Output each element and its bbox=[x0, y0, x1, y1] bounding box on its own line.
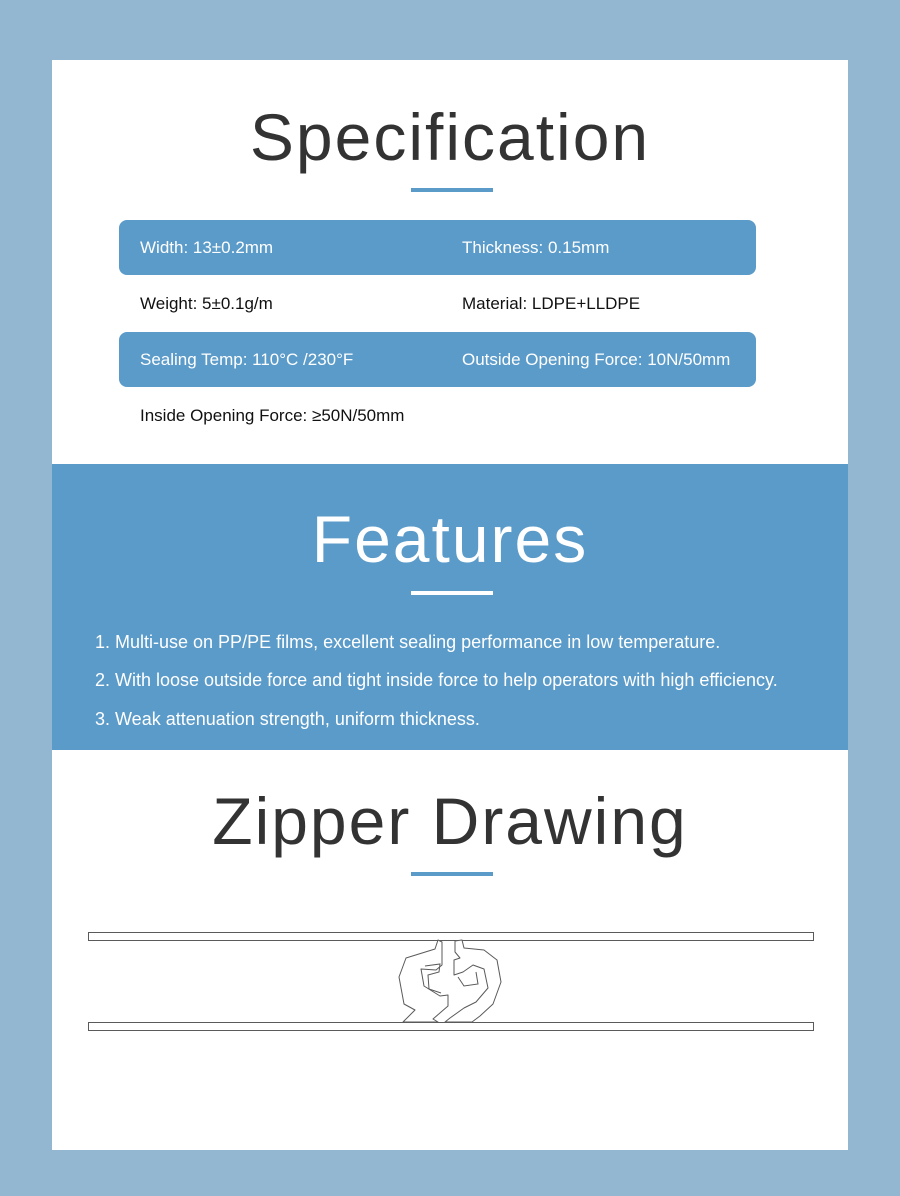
specification-underline bbox=[411, 188, 493, 192]
top-film-strip bbox=[89, 933, 814, 941]
spec-width: Width: 13±0.2mm bbox=[140, 238, 274, 257]
zipper-profile-diagram bbox=[88, 922, 815, 1039]
zipper-left-profile bbox=[399, 940, 448, 1022]
bottom-film-strip bbox=[89, 1023, 814, 1031]
feature-item-1: 1. Multi-use on PP/PE films, excellent sealing performance in low temperature. bbox=[95, 632, 721, 652]
spec-outside-opening-force: Outside Opening Force: 10N/50mm bbox=[462, 350, 731, 369]
spec-material: Material: LDPE+LLDPE bbox=[462, 294, 641, 313]
spec-row-1 bbox=[119, 220, 756, 275]
content-card bbox=[52, 60, 848, 1150]
features-underline bbox=[411, 591, 493, 595]
spec-sealing-temp: Sealing Temp: 110°C /230°F bbox=[140, 350, 354, 369]
spec-inside-opening-force: Inside Opening Force: ≥50N/50mm bbox=[140, 406, 405, 425]
spec-thickness: Thickness: 0.15mm bbox=[462, 238, 610, 257]
spec-row-3 bbox=[119, 332, 756, 387]
features-title: Features bbox=[311, 502, 589, 576]
specification-title: Specification bbox=[249, 100, 651, 174]
feature-item-2: 2. With loose outside force and tight inside force to help operators with high efficiency. bbox=[95, 670, 778, 690]
zipper-drawing-title: Zipper Drawing bbox=[212, 784, 688, 858]
spec-row-4 bbox=[119, 388, 756, 443]
zipper-right-inner bbox=[458, 972, 478, 986]
spec-row-2 bbox=[119, 276, 756, 331]
feature-item-3: 3. Weak attenuation strength, uniform thickness. bbox=[95, 709, 480, 729]
features-section bbox=[52, 464, 848, 750]
spec-weight: Weight: 5±0.1g/m bbox=[140, 294, 273, 313]
zipper-right-profile bbox=[445, 940, 501, 1022]
zipper-drawing-underline bbox=[411, 872, 493, 876]
